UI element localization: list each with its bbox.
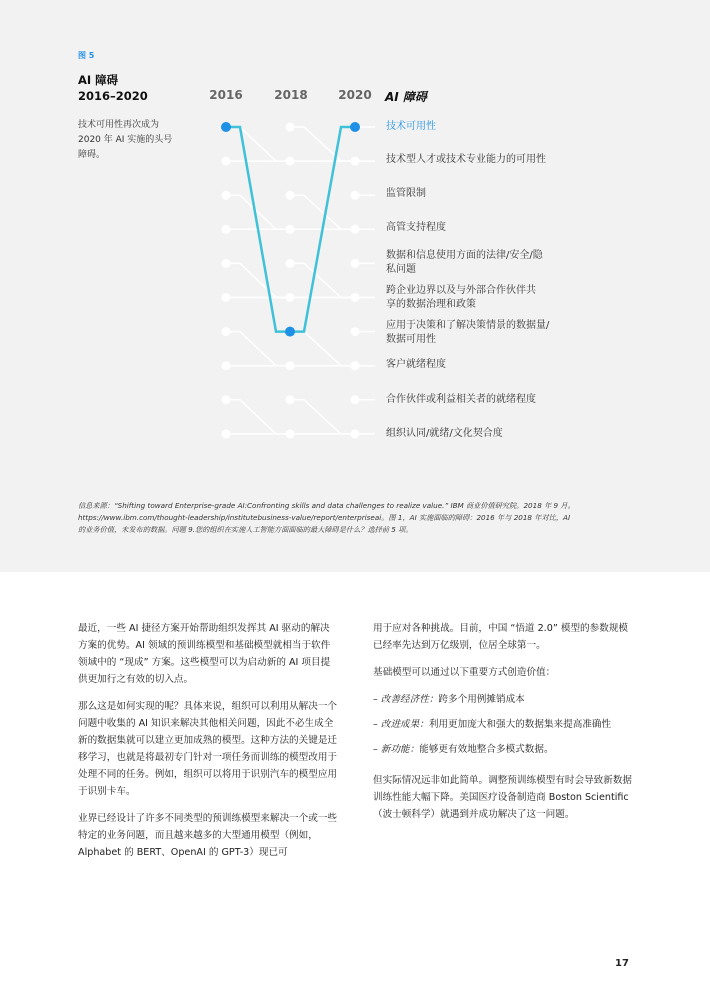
paragraph: 用于应对各种挑战。目前，中国 “悟道 2.0” 模型的参数规模已经率先达到万亿级别，位居全球第一。 — [373, 623, 629, 651]
category-label: 技术可用性 — [386, 121, 436, 132]
paragraph: 但实际情况远非如此简单。调整预训练模型有时会导致新数据训练性能大幅下降。美国医疗设备制造商 Boston Scientific（波士顿科学）就遇到并成功解决了这一问题。 — [373, 775, 633, 820]
body-right-column — [373, 620, 633, 833]
rank-dot — [286, 123, 295, 132]
connector-line — [290, 400, 355, 434]
connector-line — [226, 400, 290, 434]
rank-dot — [351, 225, 360, 234]
category-label: 监管限制 — [386, 188, 426, 199]
paragraph: 那么这是如何实现的呢？具体来说，组织可以利用从解决一个问题中收集的 AI 知识来解决其他相关问题，因此不必生成全新的数据集就可以建立更加成熟的模型。这种方法的关键是迁移学习，也就是将最初专门针对一项任务而训练的模型改用于处理不同的任务。例如，组织可以将用于识别汽车的模型应用于识别卡车。 — [78, 701, 338, 797]
year-label-2016: 2016 — [209, 88, 243, 102]
rank-dot — [286, 293, 295, 302]
rank-dot — [222, 429, 231, 438]
highlight-dot — [350, 122, 360, 132]
body-left-column — [78, 620, 338, 871]
figure-title-line2: 2016–2020 — [78, 89, 148, 103]
bullet-item — [373, 716, 633, 733]
paragraph: 业界已经设计了许多不同类型的预训练模型来解决一个或一些特定的业务问题，而且越来越多的大型通用模型（例如，Alphabet 的 BERT、OpenAI 的 GPT-3）现已可 — [78, 813, 338, 858]
rank-dot — [222, 395, 231, 404]
figure-title-line1: AI 障碍 — [78, 73, 119, 87]
paragraph: 最近，一些 AI 捷径方案开始帮助组织发挥其 AI 驱动的解决方案的优势。AI 领域的预训练模型和基础模型就相当于软件领域中的 “现成” 方案。这些模型可以为启动新的 AI 项目提供更加行之有效的切入点。 — [78, 623, 331, 685]
rank-dot — [351, 395, 360, 404]
year-label-2018: 2018 — [274, 88, 308, 102]
rank-dot — [351, 191, 360, 200]
rank-dot — [222, 225, 231, 234]
rank-dot — [222, 259, 231, 268]
connector-line — [226, 127, 290, 161]
rank-dot — [286, 191, 295, 200]
rank-dot — [286, 429, 295, 438]
connector-line — [290, 263, 355, 297]
connector-line — [226, 332, 290, 366]
category-label: 跨企业边界以及与外部合作伙伴共享的数据治理和政策 — [386, 285, 536, 310]
highlight-dot — [285, 327, 295, 337]
bullet-term: – 改善经济性： — [373, 694, 439, 705]
bullet-term: – 新功能： — [373, 744, 420, 755]
page-number: 17 — [615, 958, 629, 969]
rank-dot — [286, 361, 295, 370]
rank-dot — [351, 157, 360, 166]
rank-dot — [286, 395, 295, 404]
bullet-text: 能够更有效地整合多模式数据。 — [419, 744, 554, 755]
rank-dot — [351, 327, 360, 336]
rank-dot — [222, 327, 231, 336]
connector-line — [290, 332, 355, 366]
bullet-item — [373, 691, 633, 708]
rank-dot — [286, 225, 295, 234]
category-label: 客户就绪程度 — [386, 359, 446, 370]
rank-dot — [351, 293, 360, 302]
figure-source: 信息来源：“Shifting toward Enterprise-grade AI:Confronting skills and data challenges to realize value.” IBM 商业价值研究院。2018 年 9 月。 https://www.ibm.com/thought-leadership/institutebusiness-value/report/enterpriseai。图 1，AI 实施面临的障碍：2016 年与 2018 年对比，AI 的业务价值，未发布的数据。问题 9.您的组织在实施人工智能方面面临的最大障碍是什么？选择前 5 项。 — [78, 501, 575, 534]
paragraph: 基础模型可以通过以下重要方式创造价值： — [373, 667, 556, 678]
figure-label: 图 5 — [78, 51, 95, 60]
rank-dot — [286, 157, 295, 166]
rank-dot — [222, 293, 231, 302]
category-label: 合作伙伴或利益相关者的就绪程度 — [386, 394, 536, 405]
year-label-2020: 2020 — [338, 88, 372, 102]
category-label: 技术型人才或技术专业能力的可用性 — [386, 154, 546, 165]
category-label: 高管支持程度 — [386, 222, 446, 233]
rank-dot — [351, 361, 360, 370]
highlight-dot — [221, 122, 231, 132]
legend-title: AI 障碍 — [385, 90, 427, 104]
connector-line — [226, 263, 290, 297]
bullet-text: 利用更加庞大和强大的数据集来提高准确性 — [428, 719, 612, 730]
rank-dot — [351, 429, 360, 438]
rank-dot — [222, 191, 231, 200]
category-label: 应用于决策和了解决策情景的数据量/数据可用性 — [386, 320, 550, 345]
category-label: 数据和信息使用方面的法律/安全/隐私问题 — [386, 250, 543, 275]
rank-dot — [222, 361, 231, 370]
connector-line — [290, 127, 355, 161]
rank-dot — [351, 259, 360, 268]
bullet-text: 跨多个用例摊销成本 — [438, 694, 525, 705]
rank-dot — [222, 157, 231, 166]
rank-dot — [286, 259, 295, 268]
bullet-term: – 改进成果： — [373, 719, 429, 730]
bullet-item — [373, 741, 633, 758]
figure-description: 技术可用性再次成为 2020 年 AI 实施的头号障碍。 — [78, 120, 173, 160]
category-label: 组织认同/就绪/文化契合度 — [386, 428, 503, 439]
